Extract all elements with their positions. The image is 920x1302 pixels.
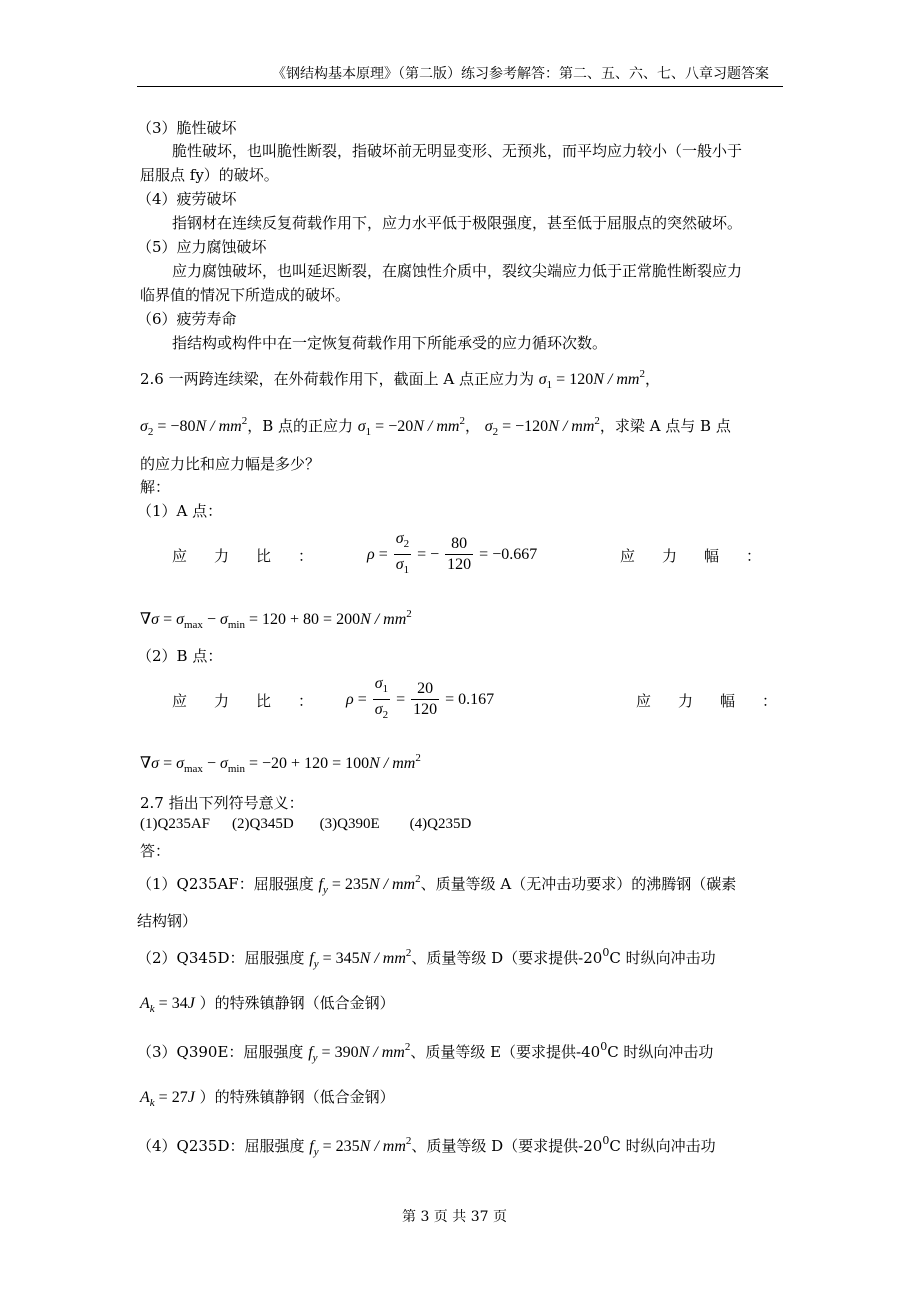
unit: N / mm — [195, 418, 242, 435]
item-1: (1)Q235AF — [140, 816, 210, 832]
answer-2-prefix: （2）Q345D：屈服强度 — [137, 949, 305, 967]
answer-1-line2: 结构钢） — [137, 912, 198, 930]
part-b-label: （2）B 点： — [137, 647, 223, 665]
header-rule — [137, 86, 783, 87]
a-ratio-numerator: 80 — [451, 535, 468, 552]
degree-superscript: 0 — [602, 1134, 610, 1147]
unit: N / mm — [359, 950, 406, 967]
section-6-title: （6）疲劳寿命 — [137, 310, 237, 328]
sigma1-a-formula: $\sigma_1 = 120N / mm^2$ — [538, 368, 645, 391]
page-footer: 第 3 页 共 37 页 — [402, 1209, 507, 1225]
unit: N / mm — [369, 755, 416, 772]
problem-2-7-items — [140, 816, 471, 833]
sigma1-a-value: 120 — [569, 371, 594, 388]
degree-superscript: 0 — [600, 1040, 608, 1053]
a-ratio-denominator: 120 — [447, 556, 472, 573]
sigma1-b-formula: $\sigma_1 = -20N / mm^2$ — [357, 415, 465, 438]
section-4-title: （4）疲劳破坏 — [137, 190, 237, 208]
answer-3-ak: $A_k = 27J$ — [140, 1089, 195, 1109]
answer-1-suffix: 、质量等级 A（无冲击功要求）的沸腾钢（碳素 — [420, 875, 737, 893]
sigma2-b-formula: $\sigma_2 = -120N / mm^2$ — [484, 415, 600, 438]
answer-2-formula: $f_y = 345N / mm^2$ — [309, 947, 412, 970]
unit: N / mm — [359, 1138, 406, 1155]
sigma2-a-formula: $\sigma_2 = -80N / mm^2$ — [140, 415, 248, 438]
section-3-line1: 脆性破坏，也叫脆性断裂，指破坏前无明显变形、无预兆，而平均应力较小（一般小于 — [172, 142, 743, 160]
degree-superscript: 0 — [602, 946, 610, 959]
unit: N / mm — [593, 371, 640, 388]
answer-4-suffix-b: C 时纵向冲击功 — [609, 1137, 716, 1155]
answer-4-value: 235 — [335, 1138, 360, 1155]
unit: N / mm — [413, 418, 460, 435]
b-ratio-denominator: 120 — [413, 701, 438, 718]
section-6-line1: 指结构或构件中在一定恢复荷载作用下所能承受的应力循环次数。 — [172, 334, 608, 352]
answer-3-suffix-a: 、质量等级 E（要求提供-40 — [410, 1043, 601, 1061]
a-stress-amp-formula: $\nabla\sigma = \sigma_{max} - \sigma_{min} = 120 + 80 = 200N / mm^2$ — [140, 608, 412, 631]
b-ratio-numerator: 20 — [417, 680, 434, 697]
answer-3-line1 — [137, 1040, 713, 1064]
answer-3-value: 390 — [334, 1044, 359, 1061]
b-stress-amp-label: 应 力 幅 ： — [636, 692, 784, 710]
a-ratio-result: −0.667 — [492, 545, 538, 563]
problem-2-7-title: 2.7 指出下列符号意义： — [140, 794, 304, 812]
problem-2-6-lead: 2.6 一两跨连续梁，在外荷载作用下，截面上 A 点正应力为 — [140, 370, 534, 388]
answer-4-prefix: （4）Q235D：屈服强度 — [137, 1137, 305, 1155]
answer-2-line2-text: ）的特殊镇静钢（低合金钢） — [199, 994, 395, 1012]
section-3-line2: 屈服点 fy）的破坏。 — [140, 166, 279, 184]
a-amp-expr: 120 + 80 = 200 — [262, 611, 361, 628]
a-stress-amp-label: 应 力 幅 ： — [620, 547, 768, 565]
page-header-title: 《钢结构基本原理》（第二版）练习参考解答：第二、五、六、七、八章习题答案 — [272, 66, 769, 82]
answer-3-suffix-b: C 时纵向冲击功 — [607, 1043, 714, 1061]
b-ratio-result: 0.167 — [458, 690, 495, 708]
answer-2-value: 345 — [335, 950, 360, 967]
problem-2-6-mid: ，B 点的正应力 — [247, 417, 353, 435]
a-stress-ratio-formula: ρ = $\frac{\sigma_2}{\sigma_1}$ = − $\frac{80}{120}$ = −0.667 — [367, 530, 537, 579]
section-5-title: （5）应力腐蚀破坏 — [137, 238, 267, 256]
answer-2-suffix-b: C 时纵向冲击功 — [609, 949, 716, 967]
item-3: (3)Q390E — [319, 816, 380, 832]
sigma1-b-value: −20 — [388, 418, 414, 435]
answer-4-suffix-a: 、质量等级 D（要求提供-20 — [411, 1137, 603, 1155]
part-a-label: （1）A 点： — [137, 502, 223, 520]
problem-2-6-line1: 2.6 一两跨连续梁，在外荷载作用下，截面上 A 点正应力为 $\sigma_1 = 120N / mm^2$， — [140, 368, 660, 391]
answer-3-ak-value: 27 — [171, 1089, 188, 1106]
answer-2-ak-value: 34 — [171, 995, 188, 1012]
answer-2-line2 — [140, 992, 395, 1015]
b-amp-expr: −20 + 120 = 100 — [262, 755, 370, 772]
answer-2-suffix-a: 、质量等级 D（要求提供-20 — [411, 949, 603, 967]
section-4-line1: 指钢材在连续反复荷载作用下，应力水平低于极限强度，甚至低于屈服点的突然破坏。 — [172, 214, 743, 232]
unit: N / mm — [368, 876, 416, 893]
b-stress-amp-formula: $\nabla\sigma = \sigma_{max} - \sigma_{min} = -20 + 120 = 100N / mm^2$ — [140, 752, 421, 775]
sigma2-a-value: −80 — [170, 418, 196, 435]
answer-4-line1 — [137, 1134, 716, 1158]
answer-1-formula: $f_y = 235N / mm^2$ — [318, 873, 421, 896]
item-2: (2)Q345D — [232, 816, 294, 832]
section-5-line1: 应力腐蚀破坏，也叫延迟断裂，在腐蚀性介质中，裂纹尖端应力低于正常脆性断裂应力 — [172, 262, 743, 280]
answer-1-prefix: （1）Q235AF：屈服强度 — [137, 875, 314, 893]
answer-3-prefix: （3）Q390E：屈服强度 — [137, 1043, 304, 1061]
problem-2-6-line2: $\sigma_2 = -80N / mm^2$，B 点的正应力 $\sigma_1 = -20N / mm^2$， $\sigma_2 = -120N / mm^2$，求梁 A 点与 B 点 — [140, 415, 731, 438]
unit: N / mm — [360, 611, 407, 628]
sigma2-b-value: −120 — [515, 418, 549, 435]
answer-3-formula: $f_y = 390N / mm^2$ — [308, 1041, 411, 1064]
problem-2-6-tail: ，求梁 A 点与 B 点 — [599, 417, 731, 435]
problem-2-7-answer-label: 答： — [140, 842, 171, 860]
answer-1-value: 235 — [344, 876, 369, 893]
b-stress-ratio-formula: ρ = $\frac{\sigma_1}{\sigma_2}$ = $\frac{20}{120}$ = 0.167 — [346, 675, 494, 724]
section-3-title: （3）脆性破坏 — [137, 119, 237, 137]
b-stress-ratio-label: 应 力 比 ： — [172, 692, 320, 710]
section-5-line2: 临界值的情况下所造成的破坏。 — [140, 286, 351, 304]
a-stress-ratio-label: 应 力 比 ： — [172, 547, 320, 565]
answer-2-line1 — [137, 946, 716, 970]
answer-3-line2 — [140, 1086, 395, 1109]
item-4: (4)Q235D — [409, 816, 472, 832]
problem-2-6-line3: 的应力比和应力幅是多少？ — [140, 455, 321, 473]
unit: N / mm — [358, 1044, 405, 1061]
answer-4-formula: $f_y = 235N / mm^2$ — [309, 1135, 412, 1158]
answer-2-ak: $A_k = 34J$ — [140, 995, 195, 1015]
answer-1-line1 — [137, 873, 736, 896]
answer-label: 解： — [140, 478, 171, 496]
unit: N / mm — [548, 418, 595, 435]
answer-3-line2-text: ）的特殊镇静钢（低合金钢） — [199, 1088, 395, 1106]
